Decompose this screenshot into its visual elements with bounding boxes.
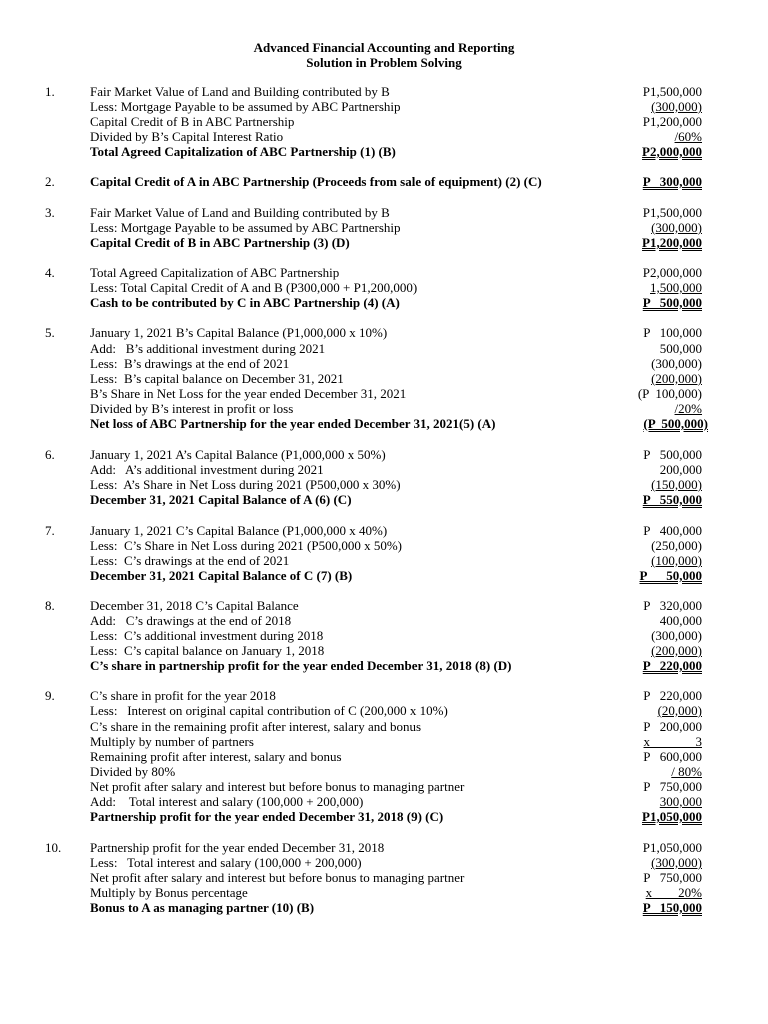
problem-1-answer: Total Agreed Capitalization of ABC Partnership (1) (B) P2,000,000 [90,144,702,159]
problem-7-line-2: Less: C’s Share in Net Loss during 2021 (P500,000 x 50%) (250,000) [90,538,702,553]
problem-9-line-3: C’s share in the remaining profit after interest, salary and bonus P 200,000 [90,719,702,734]
problem-1-line-4: Divided by B’s Capital Interest Ratio /60% [90,129,702,144]
problem-1-line-2: Less: Mortgage Payable to be assumed by ABC Partnership (300,000) [90,99,702,114]
problem-8-line-2: Add: C’s drawings at the end of 2018 400,000 [90,613,702,628]
document-title: Advanced Financial Accounting and Reporting [253,40,515,55]
document-subtitle: Solution in Problem Solving [306,55,462,70]
problem-8-line-3: Less: C’s additional investment during 2018 (300,000) [90,628,702,643]
problem-5-line-3: Less: B’s drawings at the end of 2021 (300,000) [90,356,702,371]
problem-8-line-4: Less: C’s capital balance on January 1, 2018 (200,000) [90,643,702,658]
problem-9-line-7: Net profit after salary and interest but before bonus to managing partner P 750,000 [90,779,702,794]
problem-10-answer: Bonus to A as managing partner (10) (B) P 150,000 [90,900,702,915]
problem-4-line-2: Less: Total Capital Credit of A and B (P300,000 + P1,200,000) 1,500,000 [90,280,702,295]
problem-9-line-2: Less: Interest on original capital contribution of C (200,000 x 10%) (20,000) [90,703,702,718]
problem-10-line-1: 10. Partnership profit for the year ended December 31, 2018 P1,050,000 [45,840,702,855]
problem-7-line-1: 7. January 1, 2021 C’s Capital Balance (P1,000,000 x 40%) P 400,000 [45,523,702,538]
problem-4-answer: Cash to be contributed by C in ABC Partnership (4) (A) P 500,000 [90,295,702,310]
problem-3-answer: Capital Credit of B in ABC Partnership (3) (D) P1,200,000 [90,235,702,250]
problem-10-line-4: Multiply by Bonus percentage x 20% [90,885,702,900]
problem-number: 3. [45,205,55,220]
problem-6-line-2: Add: A’s additional investment during 2021 200,000 [90,462,702,477]
problem-5-line-4: Less: B’s capital balance on December 31, 2021 (200,000) [90,371,702,386]
problem-1-line-3: Capital Credit of B in ABC Partnership P1,200,000 [90,114,702,129]
problem-number: 4. [45,265,55,280]
problem-2-answer: 2. Capital Credit of A in ABC Partnership (Proceeds from sale of equipment) (2) (C) P 300,000 [45,174,702,189]
problem-9-line-6: Divided by 80% / 80% [90,764,702,779]
problem-5-line-5: B’s Share in Net Loss for the year ended December 31, 2021 (P 100,000) [90,386,702,401]
problem-number: 9. [45,688,55,703]
problem-number: 5. [45,325,55,340]
problem-5-line-6: Divided by B’s interest in profit or loss /20% [90,401,702,416]
problem-6-line-3: Less: A’s Share in Net Loss during 2021 (P500,000 x 30%) (150,000) [90,477,702,492]
problem-10-line-2: Less: Total interest and salary (100,000 + 200,000) (300,000) [90,855,702,870]
problem-5-answer: Net loss of ABC Partnership for the year ended December 31, 2021(5) (A) (P 500,000) [90,416,708,431]
problem-number: 6. [45,447,55,462]
problem-number: 10. [45,840,62,855]
problem-3-line-1: 3. Fair Market Value of Land and Building contributed by B P1,500,000 [45,205,702,220]
problem-7-answer: December 31, 2021 Capital Balance of C (7) (B) P 50,000 [90,568,702,583]
problem-number: 2. [45,174,55,189]
problem-8-answer: C’s share in partnership profit for the year ended December 31, 2018 (8) (D) P 220,000 [90,658,702,673]
problem-3-line-2: Less: Mortgage Payable to be assumed by ABC Partnership (300,000) [90,220,702,235]
problem-9-line-8: Add: Total interest and salary (100,000 + 200,000) 300,000 [90,794,702,809]
problem-1-line-1: 1. Fair Market Value of Land and Building contributed by B P1,500,000 [45,84,702,99]
problem-number: 7. [45,523,55,538]
problem-9-answer: Partnership profit for the year ended December 31, 2018 (9) (C) P1,050,000 [90,809,702,824]
problem-7-line-3: Less: C’s drawings at the end of 2021 (100,000) [90,553,702,568]
problem-9-line-1: 9. C’s share in profit for the year 2018 P 220,000 [45,688,702,703]
problem-8-line-1: 8. December 31, 2018 C’s Capital Balance P 320,000 [45,598,702,613]
problem-number: 1. [45,84,55,99]
problem-5-line-2: Add: B’s additional investment during 2021 500,000 [90,341,702,356]
problem-4-line-1: 4. Total Agreed Capitalization of ABC Partnership P2,000,000 [45,265,702,280]
problem-6-answer: December 31, 2021 Capital Balance of A (6) (C) P 550,000 [90,492,702,507]
problem-5-line-1: 5. January 1, 2021 B’s Capital Balance (P1,000,000 x 10%) P 100,000 [45,325,702,340]
problem-10-line-3: Net profit after salary and interest but before bonus to managing partner P 750,000 [90,870,702,885]
problem-6-line-1: 6. January 1, 2021 A’s Capital Balance (P1,000,000 x 50%) P 500,000 [45,447,702,462]
problem-9-line-5: Remaining profit after interest, salary and bonus P 600,000 [90,749,702,764]
problem-9-line-4: Multiply by number of partners x 3 [90,734,702,749]
problem-number: 8. [45,598,55,613]
